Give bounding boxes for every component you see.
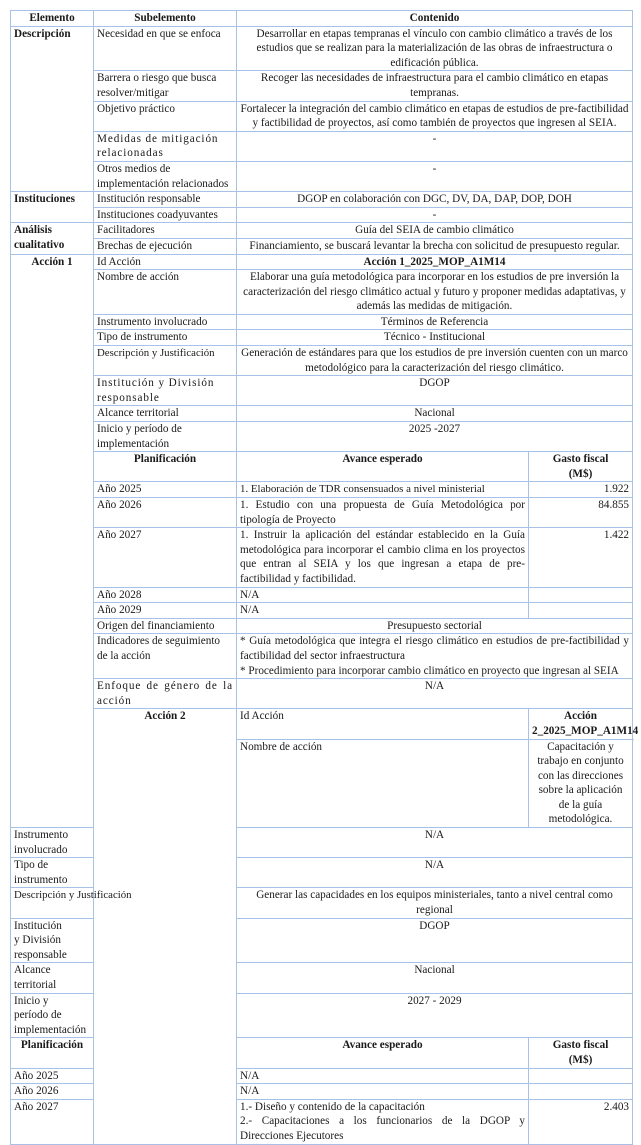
sub-label: Barrera o riesgo que busca resolver/mitigar (94, 71, 237, 101)
content-cell: Elaborar una guía metodológica para incorporar en los estudios de pre inversión la caracterización del riesgo climático actual y futuro y proponer medidas adaptativas, y además las medidas de mitigación. (237, 270, 633, 315)
content-cell: Generar las capacidades en los equipos ministeriales, tanto a nivel central como regional (237, 888, 633, 918)
plan-row (11, 498, 633, 528)
table-row (11, 709, 633, 739)
sub-label: Instrumento involucrado (11, 828, 94, 858)
plan-header-row (11, 452, 633, 482)
content-cell: N/A (237, 858, 633, 888)
content-cell: Nacional (237, 963, 633, 993)
table-row (11, 346, 633, 376)
content-cell: - (237, 207, 633, 223)
content-cell: DGOP (237, 918, 633, 963)
sub-label: Instrumento involucrado (94, 314, 237, 330)
table-row (11, 71, 633, 101)
table-row (11, 679, 633, 709)
header-contenido: Contenido (237, 11, 633, 27)
header-elemento: Elemento (11, 11, 94, 27)
content-cell: Términos de Referencia (237, 314, 633, 330)
indicators-cell (237, 634, 633, 679)
plan-avance (237, 1099, 529, 1144)
sub-label: Medidas de mitigación relacionadas (94, 131, 237, 161)
table-row (11, 406, 633, 422)
sub-label: Inicio y período de implementación (94, 422, 237, 452)
plan-avance: N/A (237, 1084, 529, 1100)
table-row (11, 270, 633, 315)
plan-header-gasto: Gasto fiscal (M$) (529, 1038, 633, 1068)
plan-header-avance: Avance esperado (237, 452, 529, 482)
content-cell: Generación de estándares para que los estudios de pre inversión cuenten con un marco metodológico para la caracterización del riesgo climático. (237, 346, 633, 376)
action-id: Acción 1_2025_MOP_A1M14 (237, 254, 633, 270)
content-cell: DGOP en colaboración con DGC, DV, DA, DAP, DOP, DOH (237, 192, 633, 208)
plan-gasto: 84.855 (529, 498, 633, 528)
sub-label: Tipo de instrumento (11, 858, 94, 888)
content-cell: N/A (237, 828, 633, 858)
plan-avance: 1. Instruir la aplicación del estándar establecido en la Guía metodológica para incorporar el cambio clima en los proyectos que entran al SEIA y los que ingresan a etapa de pre-factibilidad y factibilidad. (237, 528, 529, 587)
plan-header-planificacion: Planificación (11, 1038, 94, 1068)
sub-label: Enfoque de género de la acción (94, 679, 237, 709)
avance-item: 2.- Capacitaciones a los funcionarios de la DGOP y Direcciones Ejecutores (240, 1115, 525, 1142)
sub-label: Origen del financiamiento (94, 618, 237, 634)
sub-label: Brechas de ejecución (94, 238, 237, 254)
table-row (11, 238, 633, 254)
plan-gasto (529, 587, 633, 603)
plan-year: Año 2028 (94, 587, 237, 603)
plan-row (11, 482, 633, 498)
content-cell: 2027 - 2029 (237, 993, 633, 1038)
content-cell: N/A (237, 679, 633, 709)
content-cell: - (237, 161, 633, 191)
plan-gasto (529, 1084, 633, 1100)
sub-label: Otros medios de implementación relacionados (94, 161, 237, 191)
sub-label: Id Acción (237, 709, 529, 739)
table-row (11, 131, 633, 161)
plan-year: Año 2025 (94, 482, 237, 498)
plan-gasto (529, 1068, 633, 1084)
plan-year: Año 2027 (11, 1099, 94, 1144)
plan-avance: N/A (237, 603, 529, 619)
table-row (11, 101, 633, 131)
sub-label: Institución y División responsable (11, 918, 94, 963)
sub-label: Necesidad en que se enfoca (94, 26, 237, 71)
plan-row (11, 603, 633, 619)
content-cell: Desarrollar en etapas tempranas el vínculo con cambio climático a través de los estudios que se realizan para la materialización de las obras de infraestructura o edificación pública. (237, 26, 633, 71)
table-row (11, 26, 633, 71)
sub-label: Id Acción (94, 254, 237, 270)
plan-gasto: 1.422 (529, 528, 633, 587)
element-analisis: Análisis cualitativo (11, 223, 94, 254)
avance-item: 1.- Diseño y contenido de la capacitación (240, 1100, 425, 1113)
content-cell: - (237, 131, 633, 161)
table-row (11, 192, 633, 208)
table-row (11, 618, 633, 634)
content-cell: Capacitación y trabajo en conjunto con las direcciones sobre la aplicación de la guía metodológica. (529, 739, 633, 828)
content-cell: Guía del SEIA de cambio climático (237, 223, 633, 239)
plan-year: Año 2026 (11, 1084, 94, 1100)
content-cell: Técnico - Institucional (237, 330, 633, 346)
content-cell: 2025 -2027 (237, 422, 633, 452)
header-row (11, 11, 633, 27)
sub-label: Alcance territorial (94, 406, 237, 422)
content-cell: Fortalecer la integración del cambio climático en etapas de estudios de pre-factibilidad y factibilidad de proyectos, así como también de proyectos que ingresen al SEIA. (237, 101, 633, 131)
table-row (11, 254, 633, 270)
indicator-item: * Procedimiento para incorporar cambio climático en proyecto que ingresan al SEIA (240, 664, 619, 677)
plan-year: Año 2026 (94, 498, 237, 528)
plan-avance: N/A (237, 1068, 529, 1084)
sub-label: Facilitadores (94, 223, 237, 239)
table-row (11, 207, 633, 223)
plan-gasto (529, 603, 633, 619)
sub-label: Objetivo práctico (94, 101, 237, 131)
sub-label: Institución responsable (94, 192, 237, 208)
table-row (11, 161, 633, 191)
plan-avance: N/A (237, 587, 529, 603)
header-subelemento: Subelemento (94, 11, 237, 27)
sub-label: Descripción y Justificación (11, 888, 94, 918)
plan-gasto: 2.403 (529, 1099, 633, 1144)
sub-label: Nombre de acción (237, 739, 529, 828)
sub-label: Nombre de acción (94, 270, 237, 315)
element-instituciones: Instituciones (11, 192, 94, 223)
indicator-item: * Guía metodológica que integra el riesgo climático en estudios de pre-factibilidad y factibilidad del sector infraestructura (240, 635, 630, 662)
content-cell: Presupuesto sectorial (237, 618, 633, 634)
sub-label: Tipo de instrumento (94, 330, 237, 346)
content-cell: DGOP (237, 376, 633, 406)
plan-year: Año 2027 (94, 528, 237, 587)
plan-year: Año 2029 (94, 603, 237, 619)
sub-label: Inicio y período de implementación (11, 993, 94, 1038)
content-cell: Recoger las necesidades de infraestructura para el cambio climático en etapas tempranas. (237, 71, 633, 101)
sub-label: Indicadores de seguimiento de la acción (94, 634, 237, 679)
table-row (11, 376, 633, 406)
table-row (11, 223, 633, 239)
plan-header-avance: Avance esperado (237, 1038, 529, 1068)
table-row (11, 330, 633, 346)
sub-label: Institución y División responsable (94, 376, 237, 406)
plan-avance: 1. Elaboración de TDR consensuados a nivel ministerial (237, 482, 529, 498)
sub-label: Alcance territorial (11, 963, 94, 993)
table-row (11, 422, 633, 452)
plan-row (11, 528, 633, 587)
element-descripcion: Descripción (11, 26, 94, 192)
plan-gasto: 1.922 (529, 482, 633, 498)
table-row (11, 314, 633, 330)
element-accion-1: Acción 1 (11, 254, 94, 828)
sub-label: Instituciones coadyuvantes (94, 207, 237, 223)
plan-row (11, 587, 633, 603)
action-plan-table (10, 10, 639, 1145)
sub-label: Descripción y Justificación (94, 346, 237, 376)
element-accion-2: Acción 2 (94, 709, 237, 1144)
content-cell: Nacional (237, 406, 633, 422)
plan-year: Año 2025 (11, 1068, 94, 1084)
plan-header-gasto: Gasto fiscal (M$) (529, 452, 633, 482)
plan-avance: 1. Estudio con una propuesta de Guía Metodológica por tipología de Proyecto (237, 498, 529, 528)
plan-header-planificacion: Planificación (94, 452, 237, 482)
content-cell: Financiamiento, se buscará levantar la brecha con solicitud de presupuesto regular. (237, 238, 633, 254)
table-row (11, 634, 633, 679)
action-id: Acción 2_2025_MOP_A1M14 (529, 709, 633, 739)
